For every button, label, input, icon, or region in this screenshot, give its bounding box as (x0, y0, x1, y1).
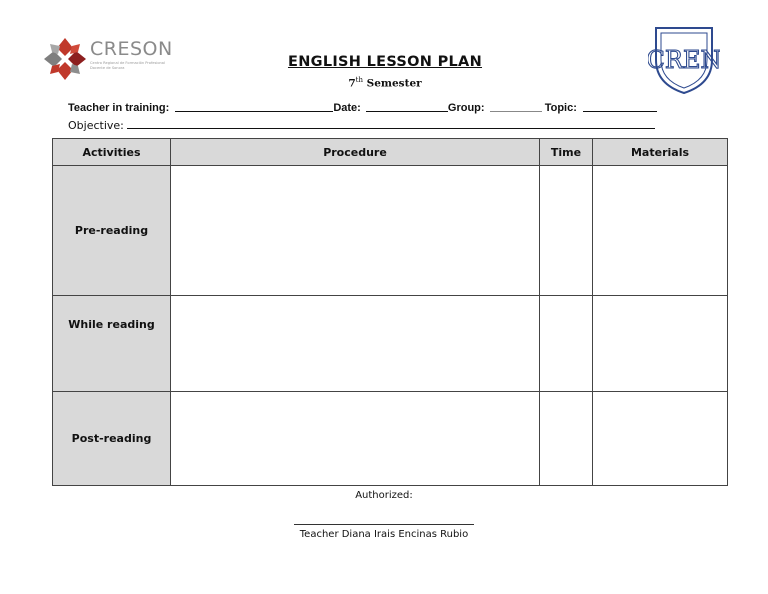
header-materials: Materials (593, 139, 728, 166)
materials-cell[interactable] (593, 296, 728, 392)
header-time: Time (540, 139, 593, 166)
authorized-label: Authorized: (355, 490, 413, 501)
document-title: ENGLISH LESSON PLAN (287, 54, 483, 70)
signature-line[interactable] (294, 524, 474, 525)
topic-field[interactable] (583, 101, 657, 112)
objective-line (68, 118, 655, 132)
time-cell[interactable] (540, 392, 593, 486)
table-header-row (53, 139, 728, 166)
teacher-field[interactable] (175, 101, 333, 112)
table-row (53, 392, 728, 486)
table-row (53, 166, 728, 296)
objective-field[interactable] (127, 118, 655, 129)
objective-label: Objective: (68, 119, 124, 132)
procedure-cell[interactable] (171, 392, 540, 486)
svg-text:CREN: CREN (648, 46, 720, 74)
table-row (53, 296, 728, 392)
materials-cell[interactable] (593, 392, 728, 486)
semester-subtitle: 7th Semester (348, 76, 422, 90)
cren-seal-icon (648, 24, 720, 96)
teacher-label: Teacher in training: (68, 102, 170, 114)
signer-name: Teacher Diana Irais Encinas Rubio (299, 529, 469, 540)
topic-label: Topic: (544, 102, 577, 114)
group-label: Group: (447, 102, 485, 114)
procedure-cell[interactable] (171, 166, 540, 296)
activity-pre-reading: Pre-reading (53, 166, 171, 296)
activity-while-reading: While reading (53, 296, 171, 392)
lesson-plan-table (52, 138, 728, 486)
cren-seal (648, 24, 720, 96)
creson-emblem-icon (42, 36, 88, 82)
info-line (68, 101, 657, 114)
creson-brand-text: CRESON (90, 38, 173, 60)
group-field[interactable] (490, 101, 542, 112)
creson-tagline: Centro Regional de Formación Profesional Docente de Sonora (90, 61, 165, 70)
time-cell[interactable] (540, 166, 593, 296)
date-label: Date: (333, 102, 361, 114)
date-field[interactable] (366, 101, 448, 112)
creson-logo (42, 36, 172, 82)
time-cell[interactable] (540, 296, 593, 392)
materials-cell[interactable] (593, 166, 728, 296)
activity-post-reading: Post-reading (53, 392, 171, 486)
procedure-cell[interactable] (171, 296, 540, 392)
header-procedure: Procedure (171, 139, 540, 166)
header-activities: Activities (53, 139, 171, 166)
